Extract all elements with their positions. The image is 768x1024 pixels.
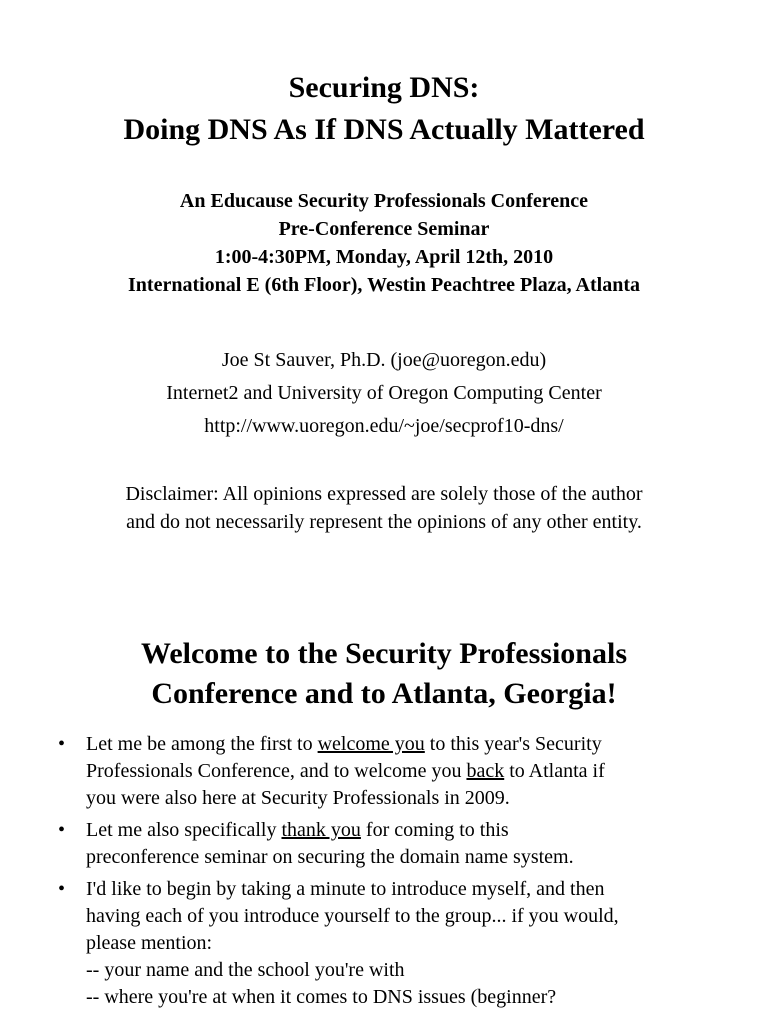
bullet-3-line-2: having each of you introduce yourself to the group... if you would, — [86, 905, 619, 927]
title-line-1: Securing DNS: — [288, 71, 480, 104]
bullet-1-line-1 — [86, 731, 756, 758]
disclaimer-line-2: and do not necessarily represent the opinions of any other entity. — [126, 511, 642, 533]
bullet-marker: • — [58, 878, 66, 900]
list-item — [56, 817, 756, 871]
page-title — [0, 67, 768, 151]
text-fragment: to this year's Security — [424, 733, 602, 755]
bullet-3-line-4: -- your name and the school you're with — [86, 959, 405, 981]
underlined-text: thank you — [281, 819, 361, 841]
list-item — [56, 731, 756, 812]
disclaimer — [0, 480, 768, 536]
conference-name: An Educause Security Professionals Conference — [179, 190, 589, 212]
author-name: Joe St Sauver, Ph.D. (joe@uoregon.edu) — [221, 349, 547, 371]
bullet-marker: • — [58, 819, 66, 841]
bullet-3-line-3: please mention: — [86, 932, 213, 954]
welcome-line-2: Conference and to Atlanta, Georgia! — [151, 677, 617, 710]
list-item — [56, 876, 756, 1011]
bullet-1-line-3: you were also here at Security Professionals in 2009. — [86, 787, 510, 809]
seminar-location: International E (6th Floor), Westin Peachtree Plaza, Atlanta — [128, 274, 640, 296]
text-fragment: to Atlanta if — [504, 760, 605, 782]
bullet-3-line-1: I'd like to begin by taking a minute to introduce myself, and then — [86, 878, 605, 900]
underlined-text: back — [466, 760, 505, 782]
bullet-marker: • — [58, 733, 66, 755]
disclaimer-line-1: Disclaimer: All opinions expressed are solely those of the author — [125, 483, 643, 505]
text-fragment: for coming to this — [360, 819, 509, 841]
title-line-2: Doing DNS As If DNS Actually Mattered — [123, 113, 645, 146]
text-fragment: Let me be among the first to — [86, 733, 318, 755]
seminar-time: 1:00-4:30PM, Monday, April 12th, 2010 — [214, 246, 554, 268]
author-affiliation: Internet2 and University of Oregon Computing Center — [166, 382, 602, 404]
bullet-1-line-2 — [86, 758, 756, 785]
bullet-2-line-1 — [86, 817, 756, 844]
bullet-3-line-5: -- where you're at when it comes to DNS issues (beginner? — [86, 986, 557, 1008]
underlined-text: welcome you — [317, 733, 425, 755]
author-info — [0, 344, 768, 443]
text-fragment: Let me also specifically — [86, 819, 282, 841]
welcome-line-1: Welcome to the Security Professionals — [140, 637, 628, 670]
conference-info — [0, 187, 768, 299]
bullet-2-line-2: preconference seminar on securing the domain name system. — [86, 846, 574, 868]
bullet-list — [56, 731, 756, 1016]
welcome-heading — [0, 634, 768, 714]
text-fragment: Professionals Conference, and to welcome you — [86, 760, 467, 782]
seminar-type: Pre-Conference Seminar — [278, 218, 490, 240]
author-url: http://www.uoregon.edu/~joe/secprof10-dns/ — [204, 415, 564, 437]
